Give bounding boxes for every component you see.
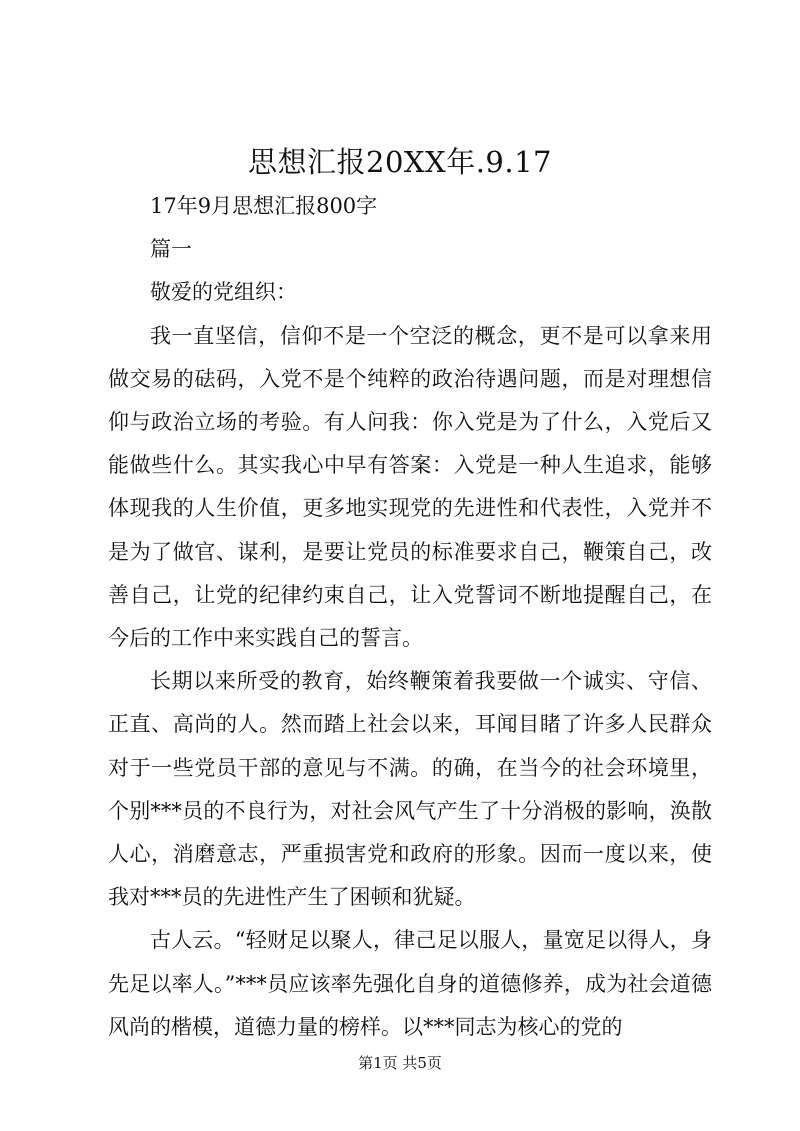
subtitle-line: 17年9月思想汇报800字 bbox=[150, 194, 378, 218]
document-title: 思想汇报20XX年.9.17 bbox=[248, 145, 552, 179]
body-paragraph: 古人云。“轻财足以聚人，律己足以服人，量宽足以得人，身先足以率人。”***员应该率先强化自身的道德修养，成为社会道德风尚的楷模，道德力量的榜样。以***同志为核心的党的 bbox=[108, 928, 712, 1039]
body-paragraph: 我一直坚信，信仰不是一个空泛的概念，更不是可以拿来用做交易的砝码，入党不是个纯粹的政治待遇问题，而是对理想信仰与政治立场的考验。有人问我：你入党是为了什么，入党后又能做些什么。其实我心中早有答案：入党是一种人生追求，能够体现我的人生价值，更多地实现党的先进性和代表性，入党并不是为了做官、谋利，是要让党员的标准要求自己，鞭策自己，改善自己，让党的纪律约束自己，让入党誓词不断地提醒自己，在今后的工作中来实践自己的誓言。 bbox=[108, 323, 712, 651]
salutation: 敬爱的党组织： bbox=[150, 280, 297, 305]
body-paragraph: 长期以来所受的教育，始终鞭策着我要做一个诚实、守信、正直、高尚的人。然而踏上社会以来，耳闻目睹了许多人民群众对于一些党员干部的意见与不满。的确，在当今的社会环境里，个别***员的不良行为，对社会风气产生了十分消极的影响，涣散人心，消磨意志，严重损害党和政府的形象。因而一度以来，使我对***员的先进性产生了困顿和犹疑。 bbox=[108, 669, 712, 910]
document-body bbox=[108, 185, 712, 1049]
section-label: 篇一 bbox=[150, 237, 192, 262]
page-footer: 第1页 共5页 bbox=[358, 1054, 442, 1072]
